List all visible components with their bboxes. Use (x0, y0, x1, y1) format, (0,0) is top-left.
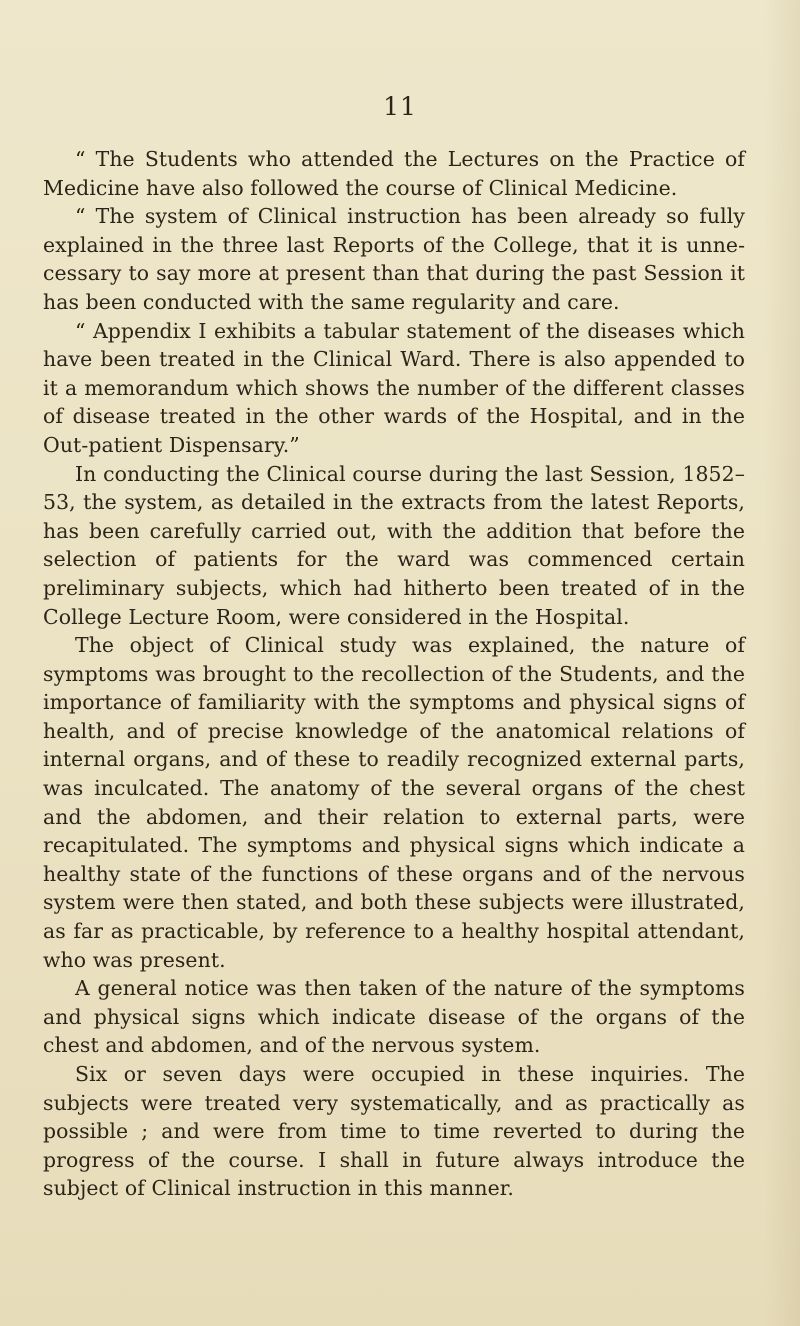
page-edge-shadow (764, 0, 800, 1326)
paragraph-students-clinical: “ The Students who attended the Lectures on the Practice of Medicine have also followed the course of Clinical Medicine. (43, 147, 745, 200)
paragraph-object-of-study: The object of Clinical study was explained, the nature of symptoms was brought to the recollection of the Students, and the importance of familiarity with the symptoms and physical signs of health, and of precise knowledge of the anatomical relations of internal organs, and of these to readily recognized external parts, was inculcated. The anatomy of the several organs of the chest and the abdomen, and their relation to external parts, were recapitulated. The symptoms and physical signs which indicate a healthy state of the functions of these organs and of the nervous system were then stated, and both these subjects were illustrated, as far as practicable, by reference to a healthy hospital attendant, who was present. (43, 633, 745, 972)
paragraph-conducting-course: In conducting the Clinical course during the last Session, 1852–53, the system, as detailed in the extracts from the latest Reports, has been carefully carried out, with the addition that before the selection of patients for the ward was commenced certain preliminary subjects, which had hitherto been treated of in the College Lecture Room, were considered in the Hospital. (43, 461, 745, 629)
page-number: 11 (383, 92, 417, 121)
paragraph-general-notice: A general notice was then taken of the nature of the symptoms and physical signs which indicate disease of the organs of the chest and abdomen, and of the nervous system. (43, 976, 745, 1058)
paragraph-appendix: “ Appendix I exhibits a tabular statement of the diseases which have been treated in the Clinical Ward. There is also appended to it a memorandum which shows the number of the different classes of disease treated in the other wards of the Hospital, and in the Out-patient Dispensary.” (43, 318, 745, 457)
paragraph-system-instruction: “ The system of Clinical instruction has been already so fully explained in the three last Reports of the College, that it is unnecessary to say more at present than that during the past Session it has been conducted with the same regularity and care. (43, 204, 745, 314)
paragraph-days-occupied: Six or seven days were occupied in these inquiries. The subjects were treated very systematically, and as practically as possible ; and were from time to time reverted to during the progress of the course. I shall in future always introduce the subject of Clinical instruction in this manner. (43, 1062, 745, 1201)
body-text (43, 145, 745, 1203)
